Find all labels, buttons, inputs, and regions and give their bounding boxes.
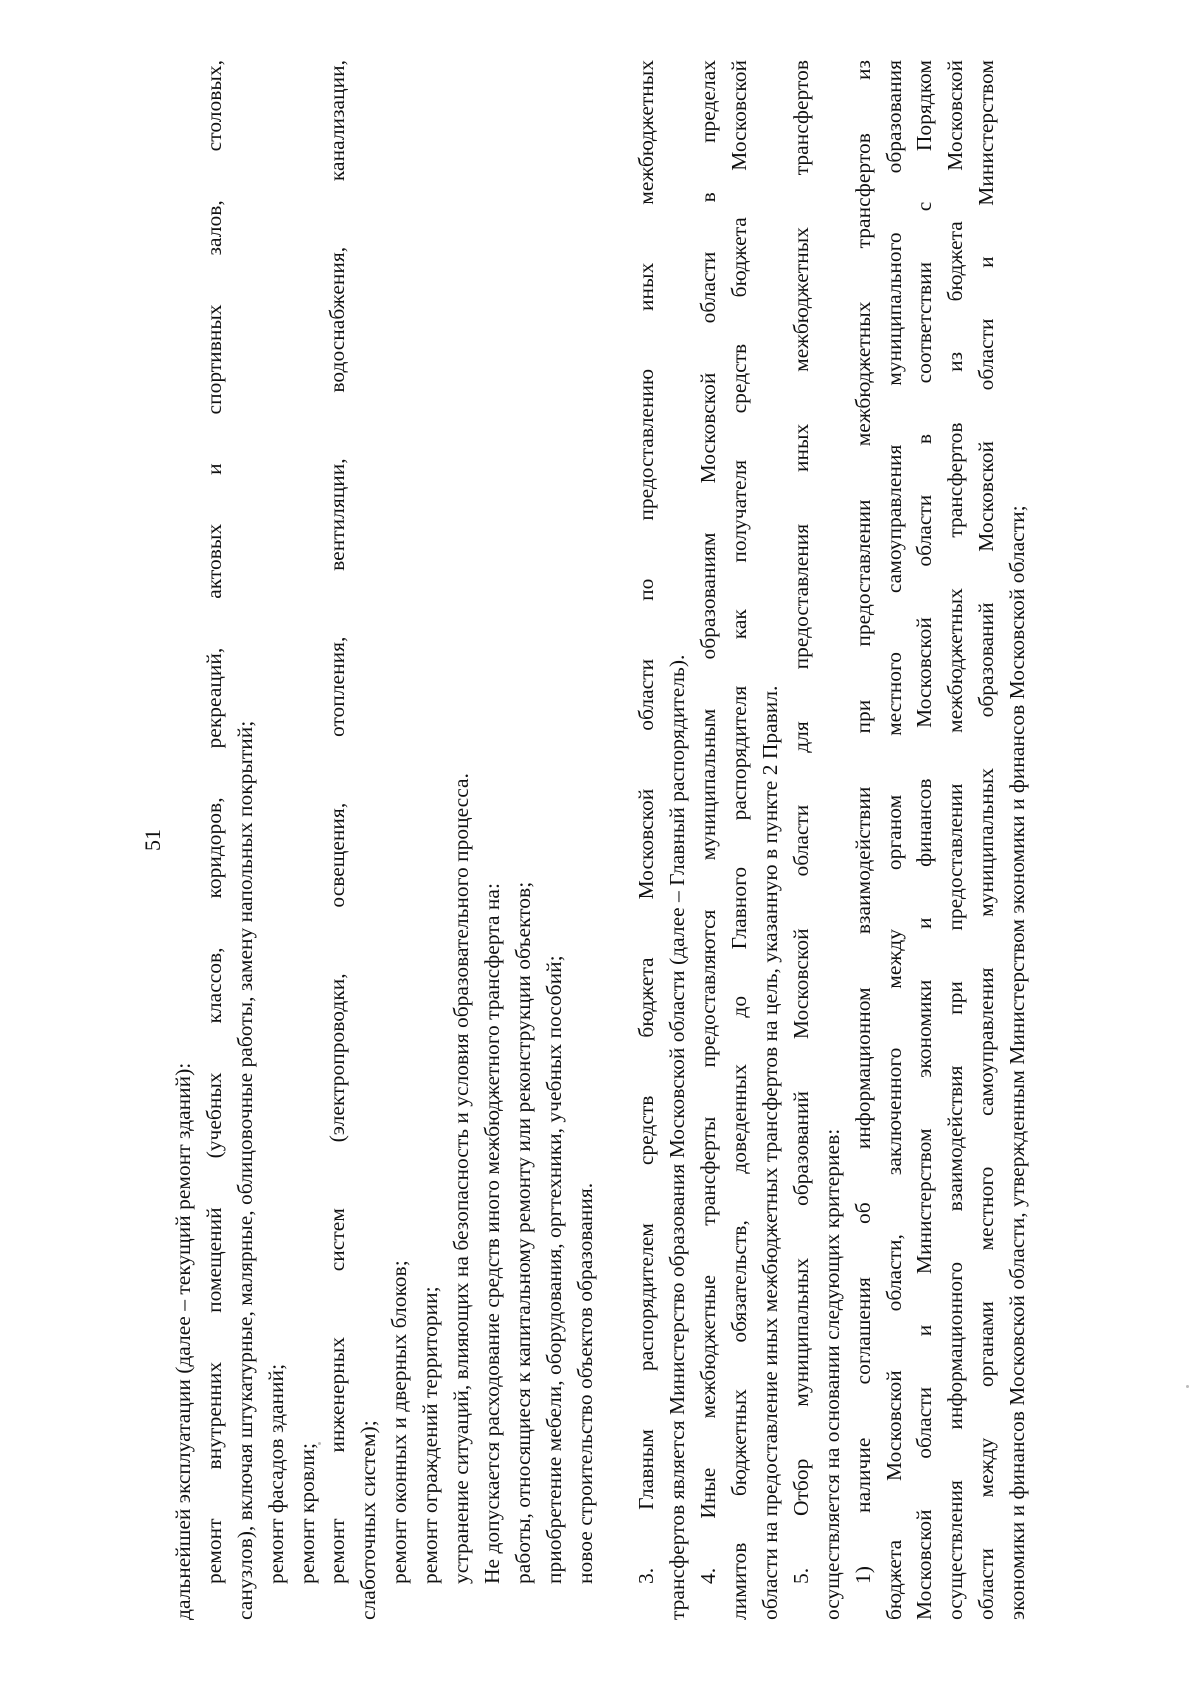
text-line: 4. Иные межбюджетные трансферты предоставляются муниципальным образованиям Московской области в пределах (696, 60, 721, 1584)
page-number: 51 (140, 829, 165, 851)
scan-speck (1186, 1385, 1189, 1388)
text-line: 3. Главным распорядителем средств бюджета Московской области по предоставлению иных межбюджетных (634, 60, 659, 1584)
text-line: области между органами местного самоуправления муниципальных образований Московской области и Министерством (974, 60, 999, 1620)
text-line: ремонт кровли; (294, 1443, 319, 1584)
text-line: ремонт фасадов зданий; (263, 1363, 288, 1584)
text-line: санузлов), включая штукатурные, малярные, облицовочные работы, замену напольных покрытий; (232, 720, 257, 1620)
text-line: осуществляется на основании следующих критериев: (819, 1128, 844, 1620)
text-line: лимитов бюджетных обязательств, доведенных до Главного распорядителя как получателя средств бюджета Московской (727, 60, 752, 1620)
text-line: ремонт ограждений территории; (418, 1286, 443, 1584)
text-line: 5. Отбор муниципальных образований Московской области для предоставления иных межбюджетных трансфертов (788, 60, 813, 1584)
text-line: ремонт внутренних помещений (учебных классов, коридоров, рекреаций, актовых и спортивных залов, столовых, (201, 60, 226, 1584)
text-line: бюджета Московской области, заключенного между органом местного самоуправления муниципального образования (881, 60, 906, 1620)
text-line: ремонт оконных и дверных блоков; (387, 1260, 412, 1584)
text-line: осуществления информационного взаимодействия при предоставлении межбюджетных трансфертов из бюджета Московской (943, 60, 968, 1620)
text-line: новое строительство объектов образования. (572, 1182, 597, 1584)
document-body (168, 60, 1033, 1620)
rotated-page-content (140, 60, 1068, 1620)
paragraph-gap (600, 60, 631, 1620)
text-line: области на предоставление иных межбюджетных трансфертов на цель, указанную в пункте 2 Правил. (758, 685, 783, 1620)
text-line: Не допускается расходование средств иного межбюджетного трансферта на: (479, 883, 504, 1584)
text-line: Московской области и Министерством экономики и финансов Московской области в соответствии с Порядком (912, 60, 937, 1620)
text-line: трансфертов является Министерство образования Московской области (далее – Главный распорядитель). (665, 654, 690, 1620)
text-line: ремонт инженерных систем (электропроводки, освещения, отопления, вентиляции, водоснабжения, канализации, (325, 60, 350, 1584)
text-line: слаботочных систем); (356, 1420, 381, 1620)
text-line: устранение ситуаций, влияющих на безопасность и условия образовательного процесса. (449, 773, 474, 1584)
text-line: дальнейшей эксплуатации (далее – текущий ремонт зданий): (171, 1062, 195, 1620)
text-line: 1) наличие соглашения об информационном взаимодействии при предоставлении межбюджетных трансфертов из (850, 60, 875, 1584)
text-line: экономики и финансов Московской области, утвержденным Министерством экономики и финансов Московской области; (1005, 505, 1030, 1620)
text-line: работы, относящиеся к капитальному ремонту или реконструкции объектов; (510, 881, 535, 1584)
text-line: приобретение мебели, оборудования, оргтехники, учебных пособий; (541, 955, 566, 1584)
